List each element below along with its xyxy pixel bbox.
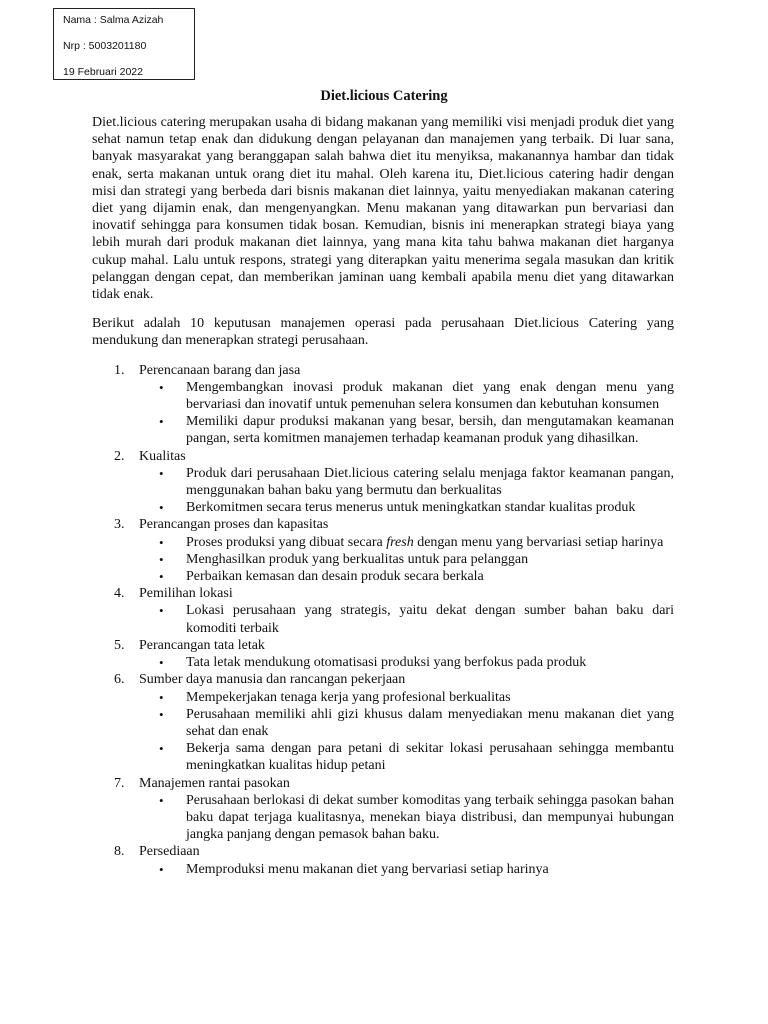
decision-point [139, 740, 674, 774]
decision-item [92, 362, 674, 448]
bullet-icon: • [159, 414, 164, 430]
bullet-icon: • [159, 534, 164, 550]
bullet-icon: • [159, 603, 164, 619]
bullet-icon: • [159, 551, 164, 567]
decision-points [139, 689, 674, 775]
decision-point-text: Produk dari perusahaan Diet.licious catering selalu menjaga faktor keamanan pangan, menggunakan bahan baku yang bermutu dan berkualitas [186, 465, 674, 499]
decision-point [139, 413, 674, 447]
decision-title: Sumber daya manusia dan rancangan pekerjaan [139, 672, 406, 688]
decision-point [139, 379, 674, 413]
decision-list [92, 362, 674, 878]
decision-points [139, 861, 674, 878]
decision-title: Manajemen rantai pasokan [139, 775, 290, 791]
bullet-icon: • [159, 379, 164, 395]
decision-point [139, 689, 674, 706]
decision-point-text: Memproduksi menu makanan diet yang bervariasi setiap harinya [186, 861, 549, 877]
decision-point [139, 568, 674, 585]
decision-number: 7. [114, 775, 125, 791]
decision-title: Perencanaan barang dan jasa [139, 362, 301, 378]
decision-point [139, 602, 674, 636]
decision-item [92, 585, 674, 637]
decision-item [92, 516, 674, 585]
decision-point [139, 706, 674, 740]
decision-points [139, 792, 674, 844]
decision-points [139, 602, 674, 636]
student-nrp: Nrp : 5003201180 [63, 40, 147, 52]
identity-box [53, 8, 195, 80]
decision-point-text: Lokasi perusahaan yang strategis, yaitu dekat dengan sumber bahan baku dari komoditi terbaik [186, 603, 674, 636]
decision-point-text: Perbaikan kemasan dan desain produk secara berkala [186, 569, 484, 585]
bullet-icon: • [159, 792, 164, 808]
bullet-icon: • [159, 655, 164, 671]
bullet-icon: • [159, 741, 164, 757]
decision-item [92, 448, 674, 517]
decision-point-text: Berkomitmen secara terus menerus untuk meningkatkan standar kualitas produk [186, 500, 636, 516]
decision-points [139, 465, 674, 517]
bullet-icon: • [159, 706, 164, 722]
decision-title: Perancangan tata letak [139, 637, 265, 653]
decision-item [92, 775, 674, 844]
decision-point [139, 792, 674, 844]
decision-number: 5. [114, 637, 125, 653]
decision-title: Perancangan proses dan kapasitas [139, 517, 329, 533]
decision-point-text: Tata letak mendukung otomatisasi produksi yang berfokus pada produk [186, 655, 587, 671]
decision-point-text: Mengembangkan inovasi produk makanan diet yang enak dengan menu yang bervariasi dan inovatif untuk pemenuhan selera konsumen dan kebutuhan konsumen [186, 379, 674, 413]
decision-title: Kualitas [139, 448, 186, 464]
list-intro-paragraph: Berikut adalah 10 keputusan manajemen operasi pada perusahaan Diet.licious Catering yang mendukung dan menerapkan strategi perusahaan. [92, 316, 674, 349]
decision-point-text: Memiliki dapur produksi makanan yang besar, bersih, dan mengutamakan keamanan pangan, serta komitmen manajemen terhadap keamanan produk yang dihasilkan. [186, 414, 674, 447]
document-title: Diet.licious Catering [320, 88, 448, 104]
decision-point [139, 499, 674, 516]
decision-item [92, 671, 674, 774]
decision-title: Persediaan [139, 844, 200, 860]
decision-number: 3. [114, 517, 125, 533]
decision-point-text: Bekerja sama dengan para petani di sekitar lokasi perusahaan sehingga membantu meningkatkan kualitas hidup petani [186, 741, 674, 774]
decision-point [139, 861, 674, 878]
decision-number: 6. [114, 672, 125, 688]
decision-number: 4. [114, 586, 125, 602]
decision-point-text: Proses produksi yang dibuat secara fresh dengan menu yang bervariasi setiap harinya [186, 534, 664, 550]
decision-points [139, 534, 674, 586]
decision-point-text: Mempekerjakan tenaga kerja yang profesional berkualitas [186, 689, 511, 705]
decision-point [139, 465, 674, 499]
decision-item [92, 843, 674, 877]
decision-number: 1. [114, 362, 125, 378]
decision-points [139, 654, 674, 671]
bullet-icon: • [159, 500, 164, 516]
bullet-icon: • [159, 689, 164, 705]
decision-point-text: Perusahaan berlokasi di dekat sumber komoditas yang terbaik sehingga pasokan bahan baku dapat terjaga kualitasnya, menekan biaya distribusi, dan mempunyai hubungan jangka panjang dengan pemasok bahan baku. [186, 792, 674, 843]
decision-point [139, 654, 674, 671]
intro-paragraph: Diet.licious catering merupakan usaha di bidang makanan yang memiliki visi menjadi produk diet yang sehat namun tetap enak dan didukung dengan pelayanan dan manajemen yang terbaik. Di luar sana, banyak masyarakat yang beranggapan salah bahwa diet itu menyiksa, makanannya hambar dan tidak enak, serta makanan untuk orang diet itu mahal. Oleh karena itu, Diet.licious catering hadir dengan misi dan strategi yang berbeda dari bisnis makanan diet lainnya, yaitu menyediakan makanan catering diet yang dijamin enak, dan mengenyangkan. Menu makanan yang ditawarkan pun bervariasi dan inovatif sehingga para konsumen tidak bosan. Kemudian, bisnis ini menerapkan strategi biaya yang lebih murah dari produk makanan diet lainnya, yang mana kita tahu bahwa makanan diet harganya cukup mahal. Lalu untuk respons, strategi yang diterapkan yaitu menerima segala masukan dan kritik pelanggan dengan cepat, dan memberikan jaminan uang kembali apabila menu diet yang ditawarkan tidak enak. [92, 115, 674, 303]
decision-number: 2. [114, 448, 125, 464]
document-date: 19 Februari 2022 [63, 66, 143, 78]
decision-points [139, 379, 674, 448]
decision-title: Pemilihan lokasi [139, 586, 233, 602]
bullet-icon: • [159, 465, 164, 481]
document-body [92, 114, 674, 878]
decision-point [139, 534, 674, 551]
decision-point-text: Menghasilkan produk yang berkualitas untuk para pelanggan [186, 551, 529, 567]
bullet-icon: • [159, 861, 164, 877]
decision-point-text: Perusahaan memiliki ahli gizi khusus dalam menyediakan menu makanan diet yang sehat dan enak [186, 706, 674, 739]
student-name: Nama : Salma Azizah [63, 14, 164, 26]
decision-item [92, 637, 674, 671]
bullet-icon: • [159, 569, 164, 585]
decision-point [139, 551, 674, 568]
decision-number: 8. [114, 844, 125, 860]
